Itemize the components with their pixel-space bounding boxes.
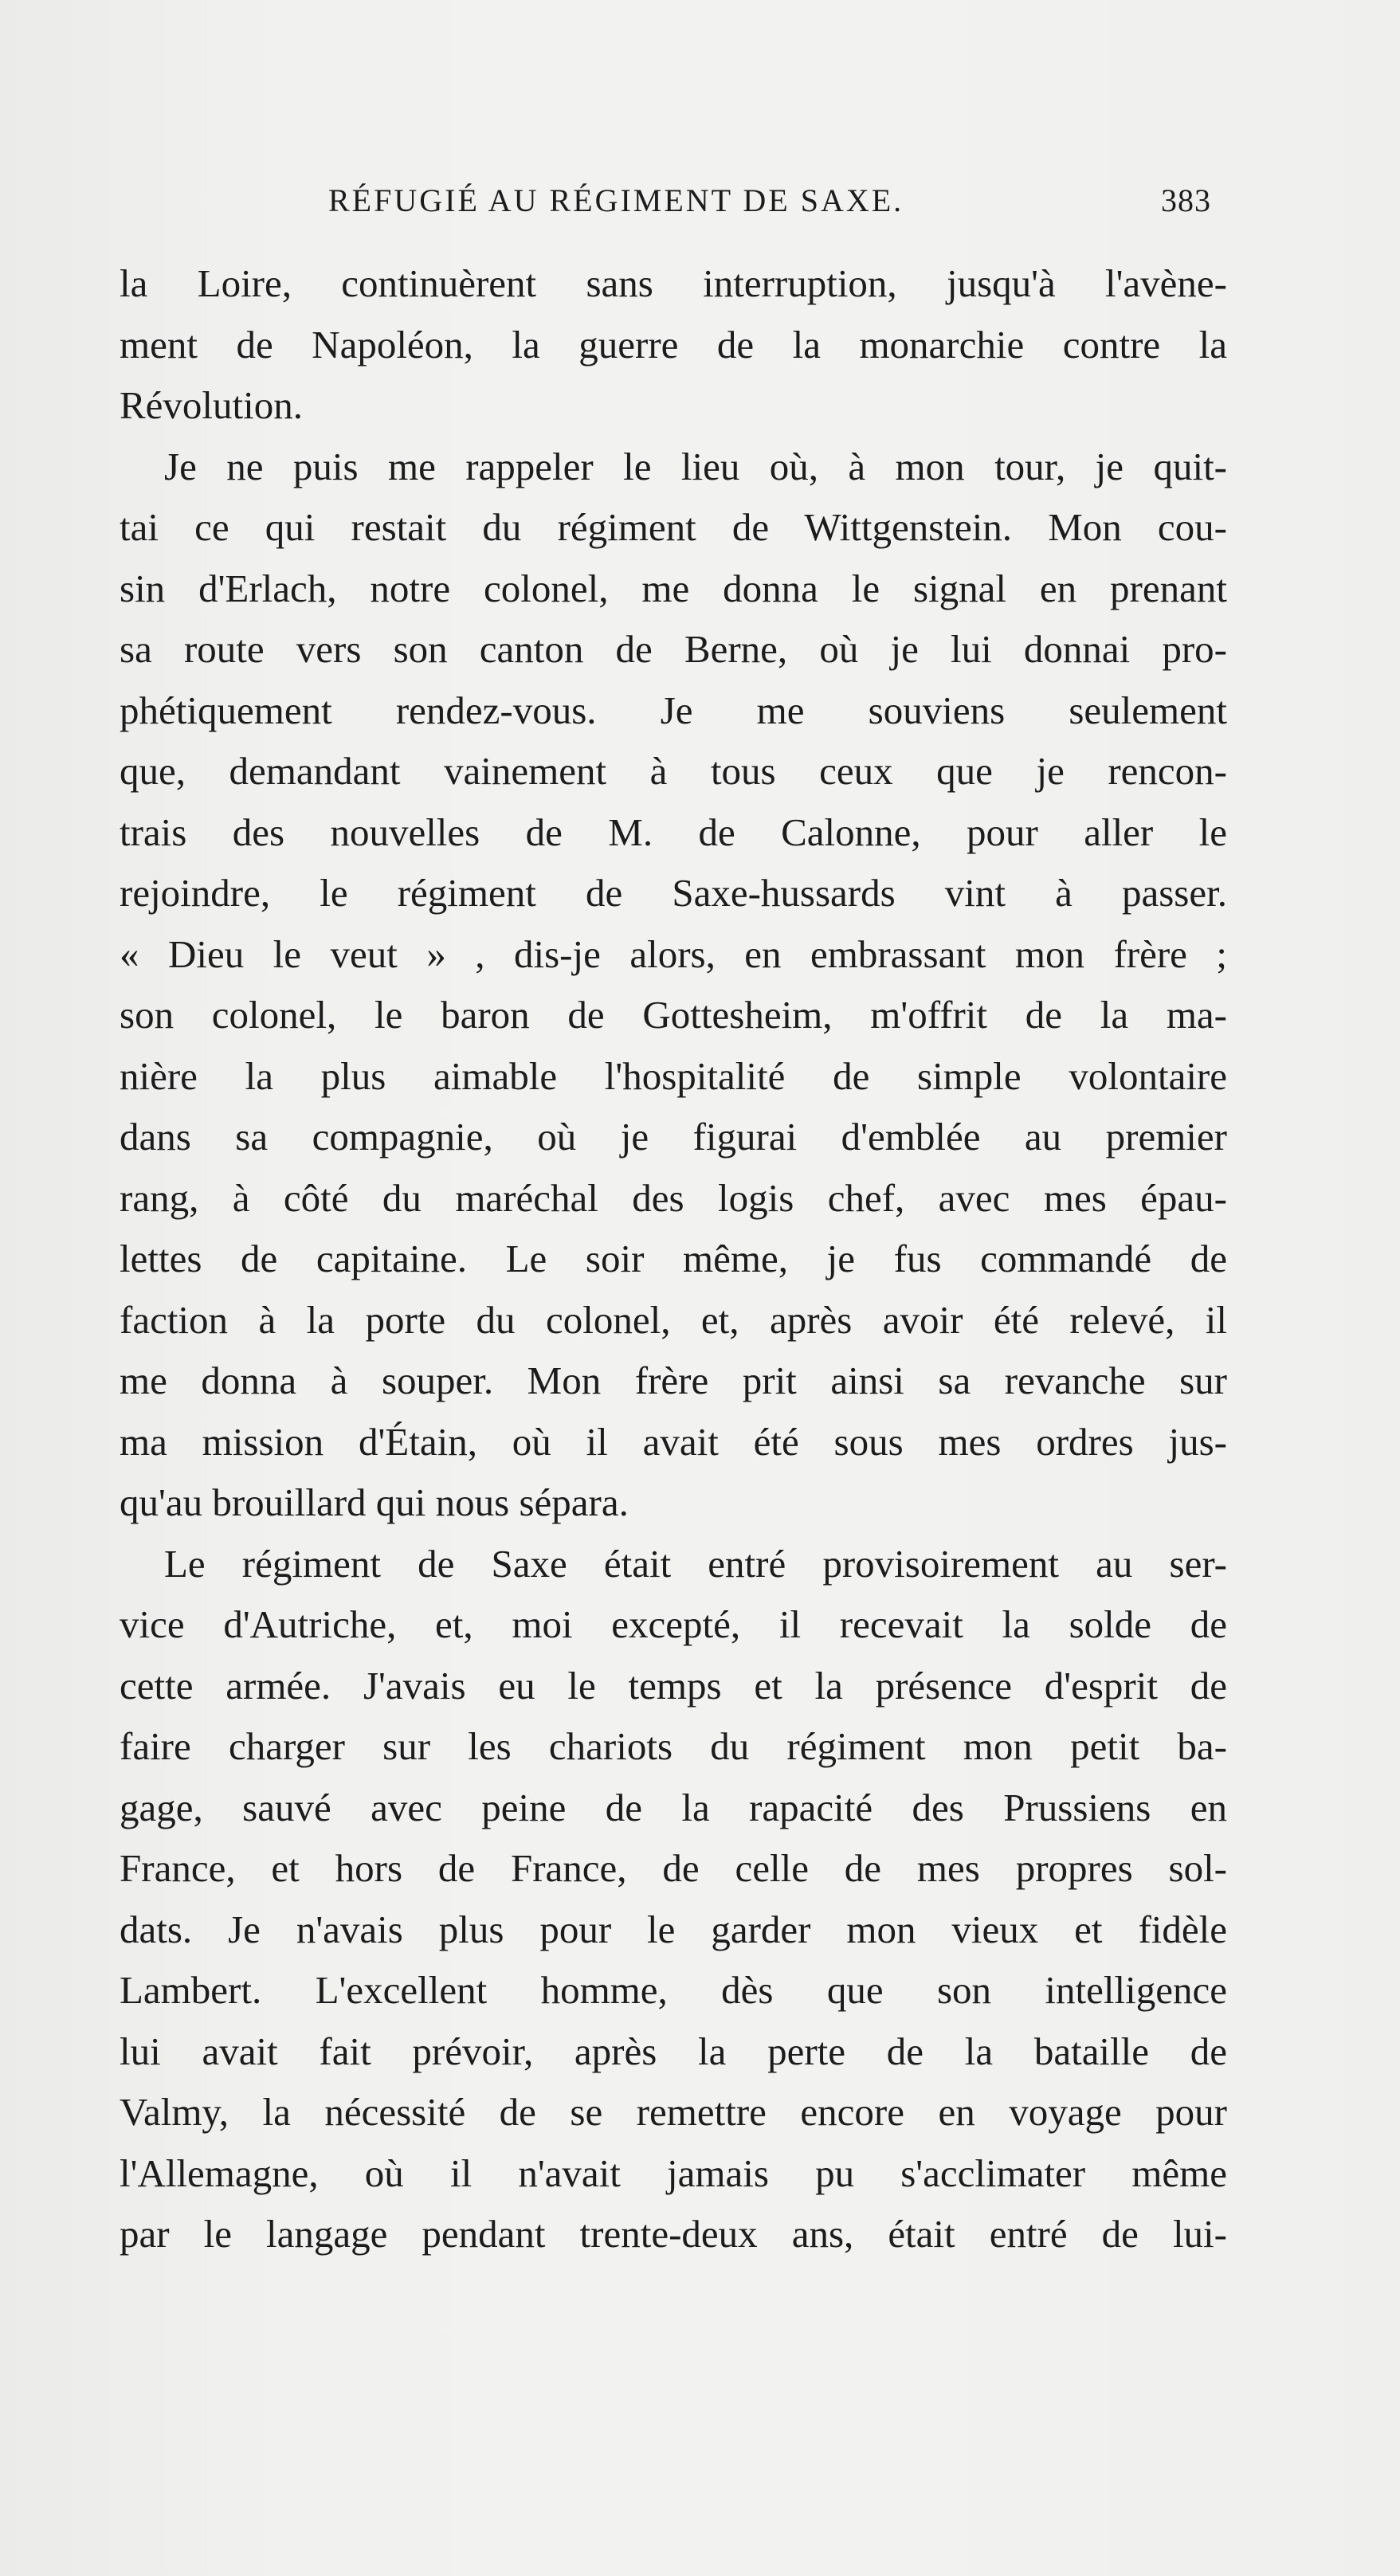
text-line: rejoindre, le régiment de Saxe-hussards vint à passer. (120, 871, 1227, 915)
text-line: lui avait fait prévoir, après la perte de la bataille de (120, 2029, 1227, 2073)
text-line: Lambert. L'excellent homme, dès que son intelligence (120, 1968, 1227, 2012)
text-line: sin d'Erlach, notre colonel, me donna le signal en prenant (120, 566, 1227, 610)
text-line: vice d'Autriche, et, moi excepté, il recevait la solde de (120, 1602, 1227, 1646)
text-line: nière la plus aimable l'hospitalité de simple volontaire (120, 1053, 1227, 1098)
page-header (120, 182, 1211, 229)
text-line: dats. Je n'avais plus pour le garder mon vieux et fidèle (120, 1907, 1227, 1951)
text-line: Valmy, la nécessité de se remettre encore en voyage pour (120, 2090, 1227, 2134)
text-line: ment de Napoléon, la guerre de la monarchie contre la (120, 322, 1227, 367)
text-line: me donna à souper. Mon frère prit ainsi sa revanche sur (120, 1359, 1227, 1402)
running-title: RÉFUGIÉ AU RÉGIMENT DE SAXE. (328, 182, 904, 218)
body-text (120, 253, 1227, 2265)
text-line: cette armée. J'avais eu le temps et la présence d'esprit de (120, 1663, 1227, 1708)
text-line: lettes de capitaine. Le soir même, je fus commandé de (120, 1237, 1227, 1280)
text-line: sa route vers son canton de Berne, où je lui donnai pro- (120, 627, 1227, 671)
text-line: rang, à côté du maréchal des logis chef, avec mes épau- (120, 1175, 1227, 1220)
text-line: gage, sauvé avec peine de la rapacité des Prussiens en (120, 1785, 1227, 1829)
text-line: l'Allemagne, où il n'avait jamais pu s'acclimater même (120, 2151, 1227, 2195)
text-line: faction à la porte du colonel, et, après avoir été relevé, il (120, 1297, 1227, 1342)
text-line: Révolution. (120, 383, 304, 427)
text-line: « Dieu le veut » , dis-je alors, en embrassant mon frère ; (120, 931, 1227, 976)
text-line: qu'au brouillard qui nous sépara. (120, 1480, 629, 1524)
text-line: la Loire, continuèrent sans interruption, jusqu'à l'avène- (120, 261, 1227, 305)
text-line: phétiquement rendez-vous. Je me souviens seulement (120, 688, 1227, 732)
text-line: faire charger sur les chariots du régiment mon petit ba- (120, 1724, 1227, 1768)
text-line: son colonel, le baron de Gottesheim, m'offrit de la ma- (120, 993, 1227, 1037)
text-line: tai ce qui restait du régiment de Wittgenstein. Mon cou- (120, 505, 1227, 549)
text-line: trais des nouvelles de M. de Calonne, pour aller le (120, 810, 1227, 854)
text-line: par le langage pendant trente-deux ans, était entré de lui- (120, 2212, 1227, 2256)
paragraph-start-line: Je ne puis me rappeler le lieu où, à mon tour, je quit- (164, 444, 1227, 488)
text-line: France, et hors de France, de celle de mes propres sol- (120, 1846, 1227, 1890)
page-number: 383 (1161, 182, 1211, 218)
text-line: que, demandant vainement à tous ceux que je rencon- (120, 749, 1227, 793)
paragraph-start-line: Le régiment de Saxe était entré provisoirement au ser- (164, 1541, 1227, 1586)
text-line: dans sa compagnie, où je figurai d'emblée au premier (120, 1115, 1227, 1159)
text-line: ma mission d'Étain, où il avait été sous mes ordres jus- (120, 1419, 1227, 1464)
